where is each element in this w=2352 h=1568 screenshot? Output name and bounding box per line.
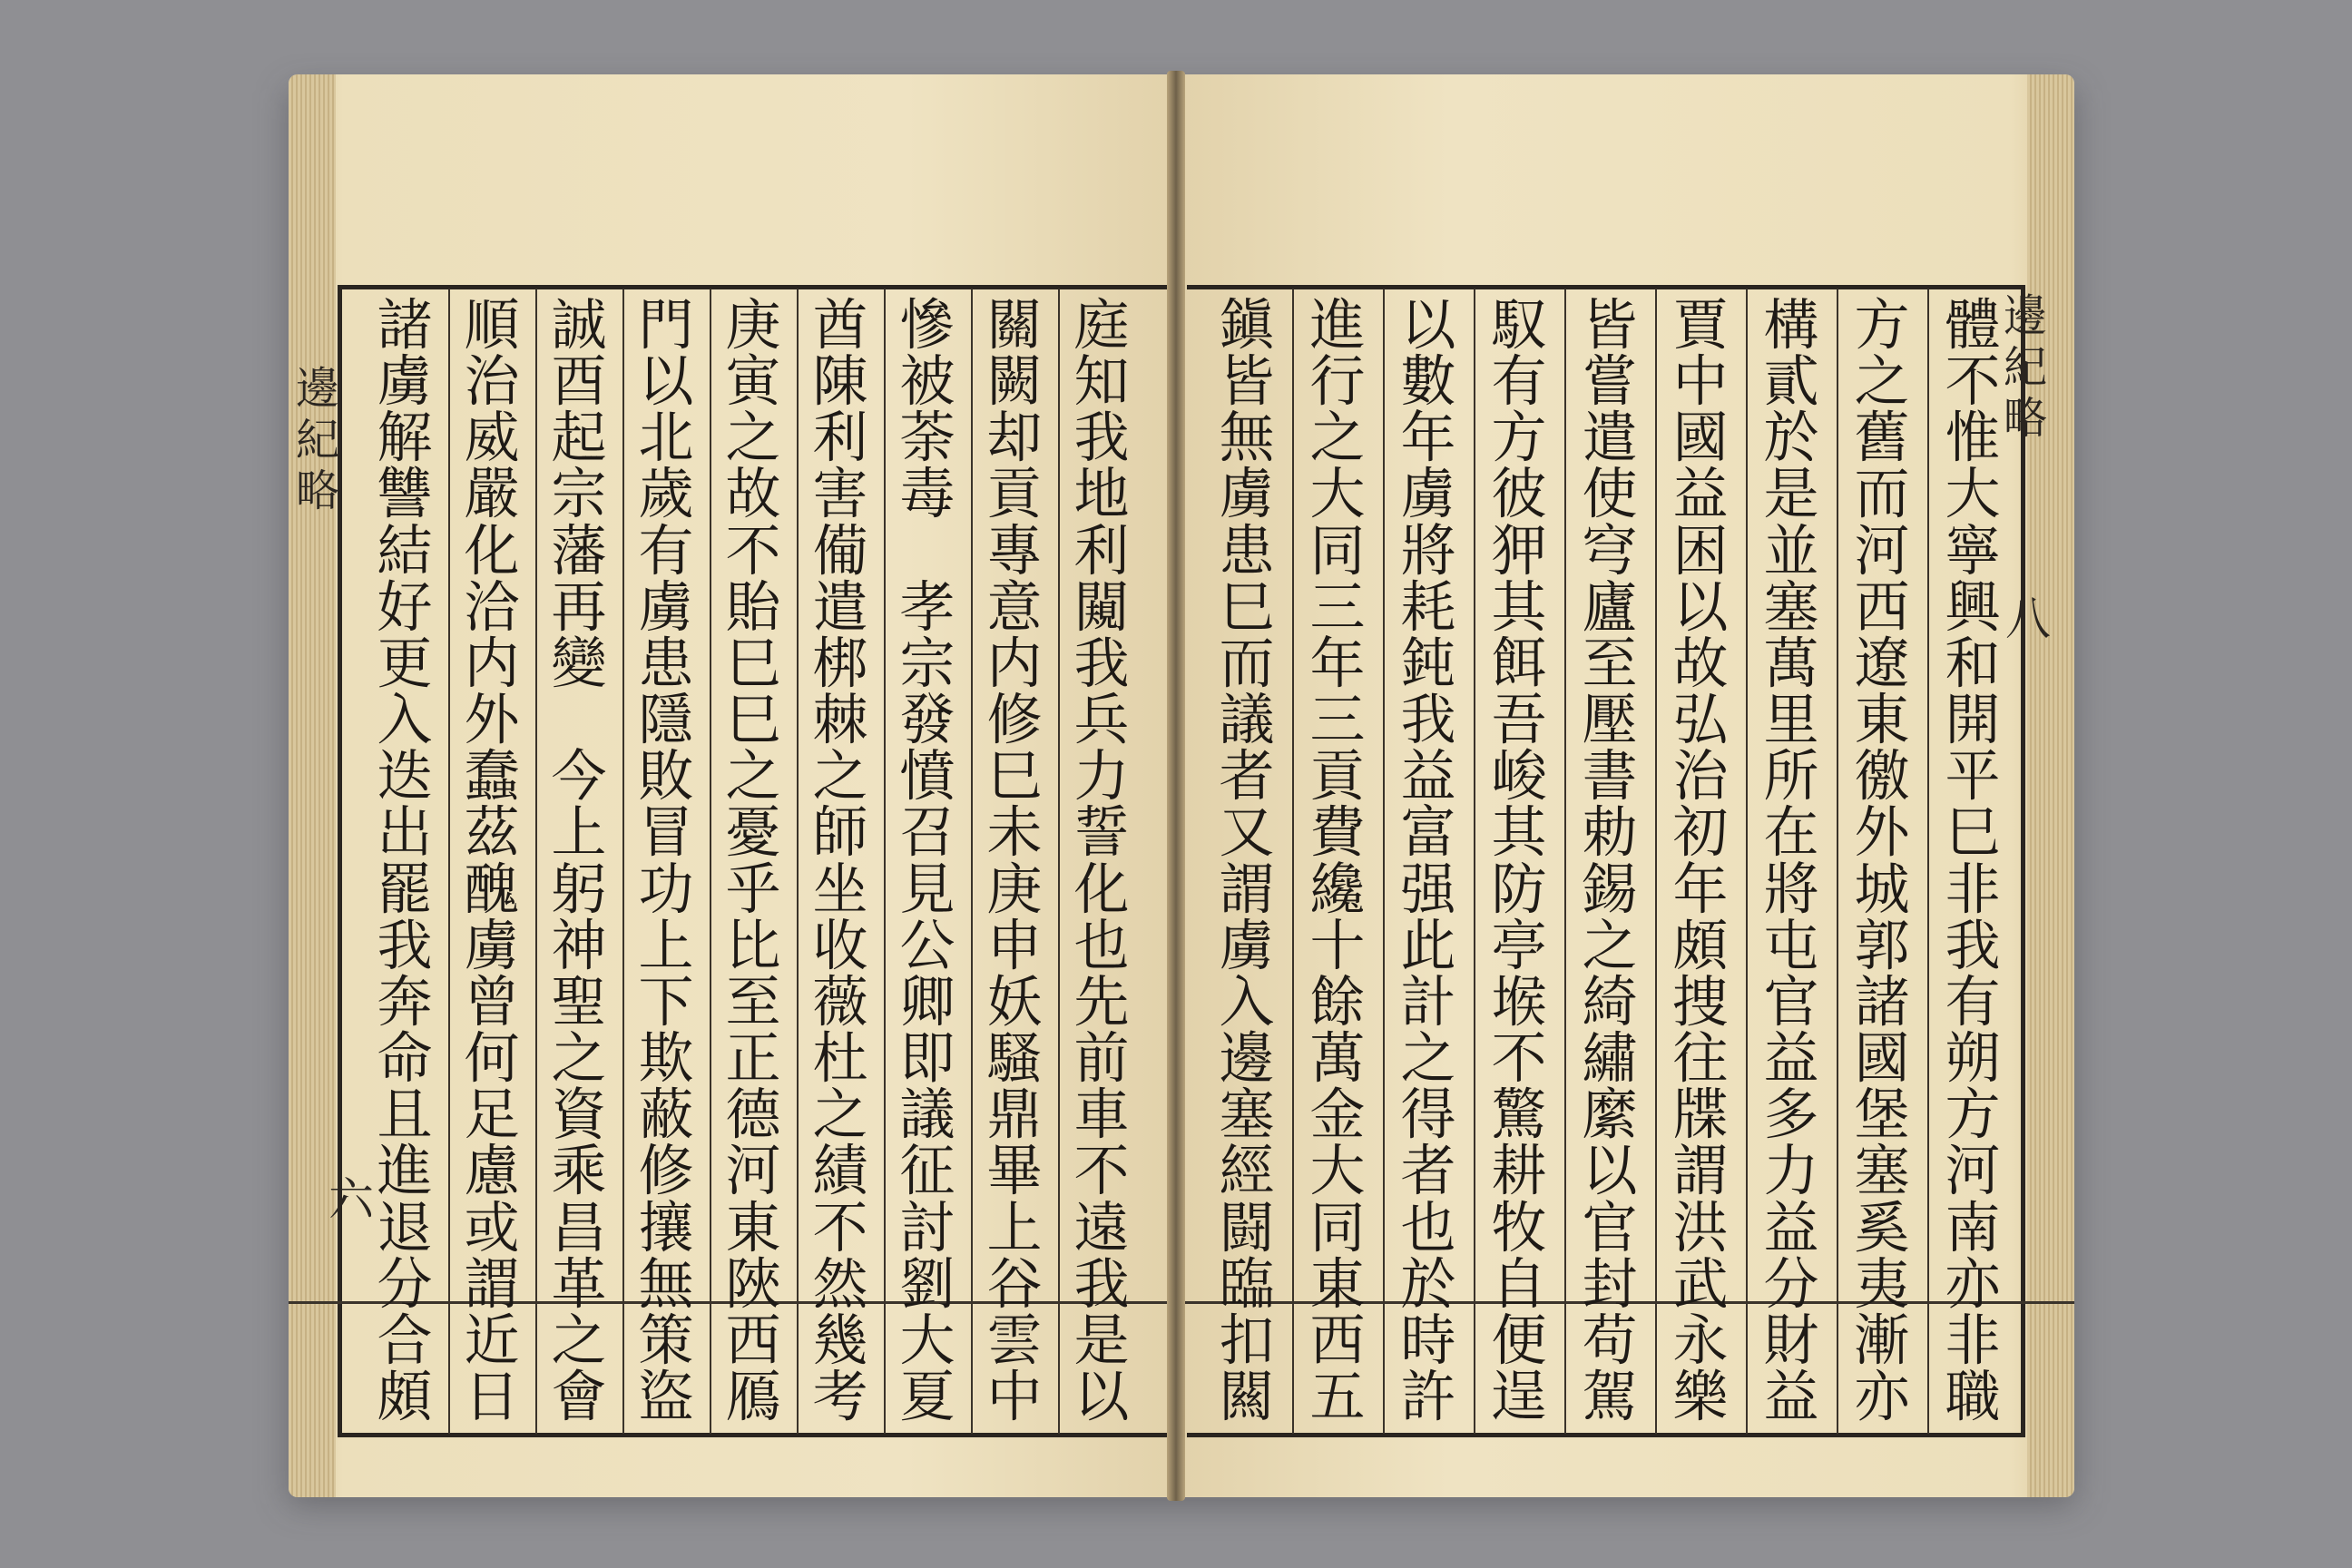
text-column: 鎭 皆 無 虜 患 巳 而 議 者 又 謂 虜 入 邊 塞 經 闘 臨 扣 闗 — [1219, 293, 1275, 1429]
column-rule — [1474, 289, 1475, 1434]
column-rule — [797, 289, 799, 1434]
margin-title: 邊紀略 — [2004, 290, 2048, 445]
text-column: 庭 知 我 地 利 闚 我 兵 力 誓 化 也 先 前 車 不 遠 我 是 以 — [1073, 293, 1130, 1429]
column-rule — [1746, 289, 1748, 1434]
page-edge-stack — [289, 74, 340, 1497]
column-rule — [971, 289, 973, 1434]
text-column: 諸 虜 解 讐 結 好 更 入 迭 出 罷 我 奔 命 且 進 退 分 合 頗 — [377, 293, 433, 1429]
text-column: 酋 陳 利 害 僃 遣 梆 棘 之 師 坐 收 薇 杜 之 績 不 然 幾 考 — [812, 293, 868, 1429]
column-rule — [448, 289, 450, 1434]
text-column: 關 闕 却 貢 專 意 内 修 巳 未 庚 申 妖 騷 鼎 畢 上 谷 雲 中 — [986, 293, 1043, 1429]
column-rule — [622, 289, 624, 1434]
text-column: 構 貳 於 是 並 塞 萬 里 所 在 將 屯 官 益 多 力 益 分 財 益 — [1763, 293, 1819, 1429]
column-rule — [535, 289, 537, 1434]
column-rule — [1383, 289, 1385, 1434]
column-rule — [1655, 289, 1657, 1434]
column-rule — [1564, 289, 1566, 1434]
text-column: 門 以 北 歲 有 虜 患 隱 敗 冒 功 上 下 欺 蔽 修 攘 無 策 盜 — [638, 293, 694, 1429]
page-edge-stack — [2027, 74, 2074, 1497]
text-column: 誠 酉 起 宗 藩 再 變 今 上 躬 神 聖 之 資 乘 昌 革 之 會 — [551, 293, 607, 1429]
column-rule — [884, 289, 886, 1434]
column-rule — [710, 289, 711, 1434]
right-page — [1181, 74, 2074, 1497]
column-rule — [1927, 289, 1929, 1434]
text-column: 以 數 年 虜 將 耗 鈍 我 益 富 强 此 計 之 得 者 也 於 時 許 — [1400, 293, 1456, 1429]
text-column: 馭 有 方 彼 狎 其 餌 吾 峻 其 防 亭 堠 不 驚 耕 牧 自 便 逞 — [1491, 293, 1547, 1429]
book-gutter — [1167, 71, 1185, 1501]
folio-number: 六 — [328, 1173, 374, 1226]
folio-number: 八 — [2005, 593, 2051, 645]
text-column: 皆 嘗 遣 使 穹 廬 至 壓 書 勅 錫 之 綺 繡 縻 以 官 封 苟 駕 — [1582, 293, 1638, 1429]
left-page — [289, 74, 1171, 1497]
text-column: 慘 被 荼 毒 孝 宗 發 憤 召 見 公 卿 即 議 征 討 劉 大 夏 — [899, 293, 956, 1429]
text-column: 體 不 惟 大 寧 興 和 開 平 巳 非 我 有 朔 方 河 南 亦 非 職 — [1945, 293, 2001, 1429]
column-rule — [1058, 289, 1060, 1434]
column-rule — [1292, 289, 1294, 1434]
text-column: 庚 寅 之 故 不 貽 巳 巳 之 憂 乎 比 至 正 德 河 東 陜 西 鴈 — [725, 293, 781, 1429]
text-column: 順 治 威 嚴 化 洽 内 外 蠢 茲 醜 虜 曾 何 足 慮 或 謂 近 日 — [464, 293, 520, 1429]
column-rule — [1837, 289, 1838, 1434]
margin-title: 邊紀略 — [296, 363, 340, 517]
text-column: 方 之 舊 而 河 西 遼 東 徼 外 城 郭 諸 國 堡 塞 奚 夷 漸 亦 — [1854, 293, 1910, 1429]
text-column: 進 行 之 大 同 三 年 三 貢 費 纔 十 餘 萬 金 大 同 東 西 五 — [1309, 293, 1366, 1429]
text-column: 賈 中 國 益 困 以 故 弘 治 初 年 頗 捜 往 牒 謂 洪 武 永 樂 — [1672, 293, 1729, 1429]
